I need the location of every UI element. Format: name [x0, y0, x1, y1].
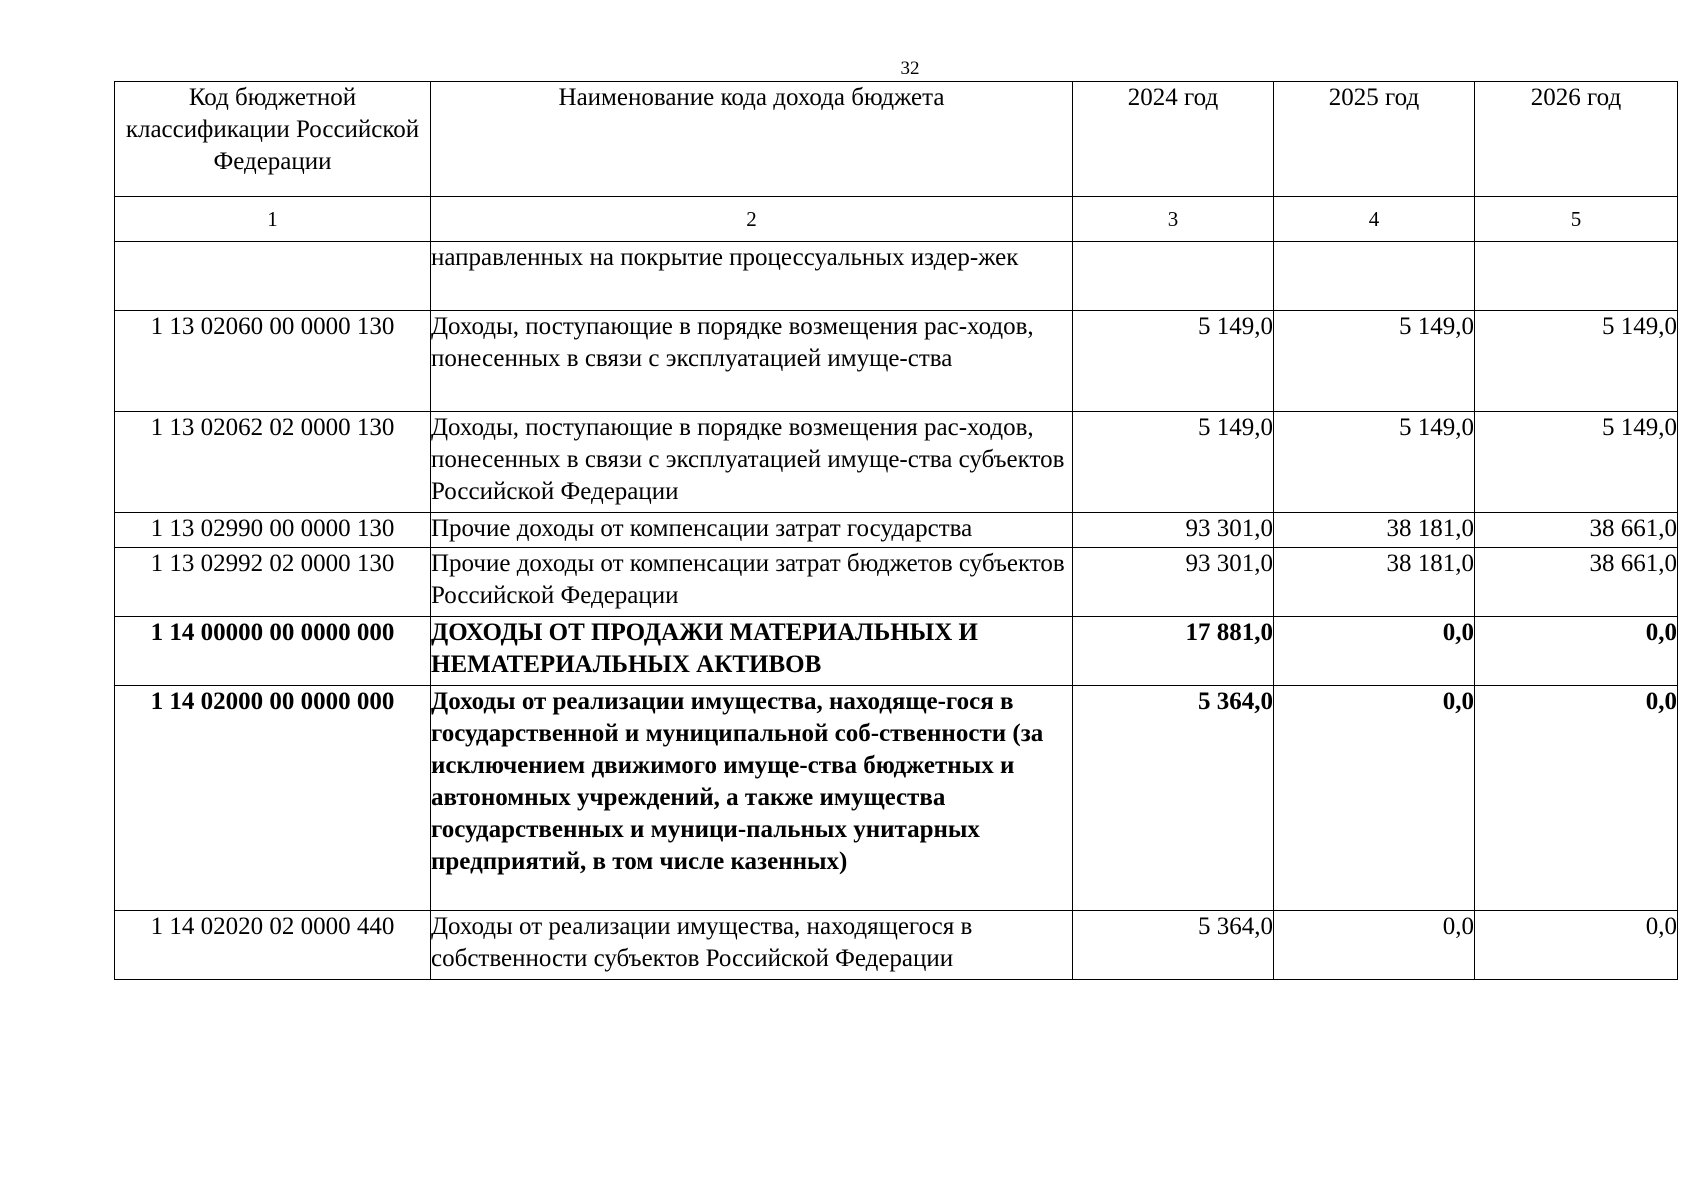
row-name: Доходы, поступающие в порядке возмещения рас-ходов, понесенных в связи с эксплуатацией имуще-ства субъектов Российской Федерации: [431, 412, 1073, 513]
row-value-2024: 93 301,0: [1073, 548, 1274, 617]
row-name: Доходы, поступающие в порядке возмещения рас-ходов, понесенных в связи с эксплуатацией имуще-ства: [431, 311, 1073, 412]
column-number: 1: [115, 197, 431, 242]
row-value-2024: 93 301,0: [1073, 513, 1274, 548]
row-value-2026: 0,0: [1475, 686, 1678, 911]
revenue-table: [114, 81, 1678, 980]
header-2025: 2025 год: [1274, 82, 1475, 197]
row-name: ДОХОДЫ ОТ ПРОДАЖИ МАТЕРИАЛЬНЫХ И НЕМАТЕРИАЛЬНЫХ АКТИВОВ: [431, 617, 1073, 686]
row-value-2024: 17 881,0: [1073, 617, 1274, 686]
column-number: 5: [1475, 197, 1678, 242]
row-value-2025: [1274, 242, 1475, 311]
row-value-2024: 5 149,0: [1073, 412, 1274, 513]
table-row: [115, 311, 1678, 412]
row-value-2026: 0,0: [1475, 617, 1678, 686]
table-row: [115, 412, 1678, 513]
column-number: 3: [1073, 197, 1274, 242]
row-value-2024: [1073, 242, 1274, 311]
row-value-2025: 5 149,0: [1274, 311, 1475, 412]
row-value-2026: 38 661,0: [1475, 548, 1678, 617]
column-number: 2: [431, 197, 1073, 242]
table-row: [115, 242, 1678, 311]
table-row-section: [115, 617, 1678, 686]
row-code: 1 14 02000 00 0000 000: [115, 686, 431, 911]
row-value-2025: 5 149,0: [1274, 412, 1475, 513]
table-row: [115, 911, 1678, 980]
row-code: [115, 242, 431, 311]
row-value-2025: 0,0: [1274, 617, 1475, 686]
row-code: 1 13 02990 00 0000 130: [115, 513, 431, 548]
row-code: 1 13 02992 02 0000 130: [115, 548, 431, 617]
row-code: 1 13 02062 02 0000 130: [115, 412, 431, 513]
row-value-2026: 5 149,0: [1475, 412, 1678, 513]
row-name: Прочие доходы от компенсации затрат государства: [431, 513, 1073, 548]
row-value-2024: 5 149,0: [1073, 311, 1274, 412]
header-code: Код бюджетной классификации Российской Федерации: [115, 82, 431, 197]
row-value-2026: 38 661,0: [1475, 513, 1678, 548]
row-value-2026: 0,0: [1475, 911, 1678, 980]
row-value-2024: 5 364,0: [1073, 686, 1274, 911]
header-name: Наименование кода дохода бюджета: [431, 82, 1073, 197]
table-header-row: [115, 82, 1678, 197]
row-name: Доходы от реализации имущества, находящегося в собственности субъектов Российской Федерации: [431, 911, 1073, 980]
row-value-2025: 0,0: [1274, 686, 1475, 911]
header-2026: 2026 год: [1475, 82, 1678, 197]
row-code: 1 13 02060 00 0000 130: [115, 311, 431, 412]
table-row: [115, 513, 1678, 548]
row-code: 1 14 02020 02 0000 440: [115, 911, 431, 980]
row-value-2025: 0,0: [1274, 911, 1475, 980]
table-row-subsection: [115, 686, 1678, 911]
row-value-2025: 38 181,0: [1274, 548, 1475, 617]
row-name: направленных на покрытие процессуальных издер-жек: [431, 242, 1073, 311]
column-number-row: [115, 197, 1678, 242]
row-name: Доходы от реализации имущества, находяще-гося в государственной и муниципальной соб-ственности (за исключением движимого имуще-ства бюджетных и автономных учреждений, а также имущества государственных и муници-пальных унитарных предприятий, в том числе казенных): [431, 686, 1073, 911]
row-value-2026: [1475, 242, 1678, 311]
row-name: Прочие доходы от компенсации затрат бюджетов субъектов Российской Федерации: [431, 548, 1073, 617]
row-value-2025: 38 181,0: [1274, 513, 1475, 548]
table-row: [115, 548, 1678, 617]
page-number: 32: [900, 58, 920, 79]
column-number: 4: [1274, 197, 1475, 242]
row-value-2024: 5 364,0: [1073, 911, 1274, 980]
header-2024: 2024 год: [1073, 82, 1274, 197]
row-value-2026: 5 149,0: [1475, 311, 1678, 412]
row-code: 1 14 00000 00 0000 000: [115, 617, 431, 686]
